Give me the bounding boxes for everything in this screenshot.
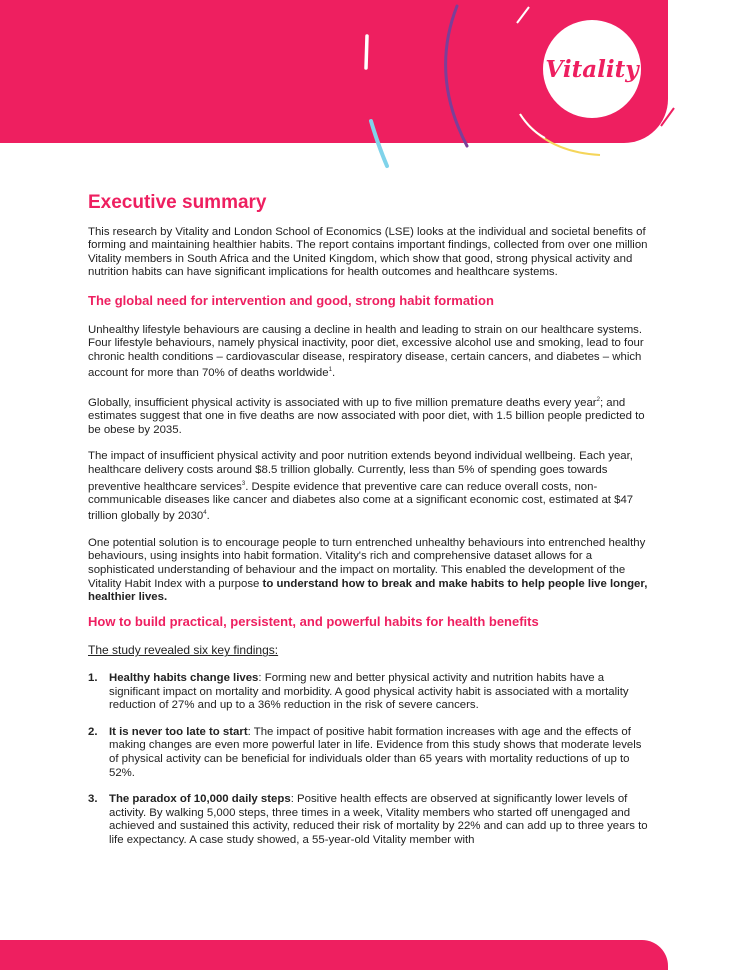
footnote-ref: 1 (328, 367, 332, 374)
logo-text: Vitality (545, 55, 639, 83)
item-text: : Positive health effects are observed at significantly lower levels of activity. By walking 5,000 steps, three times in a week, Vitality members who started off unengaged and achieved and sustained this activity, reduced their risk of mortality by 22% and can add up to three years to life expectancy. A case study showed, a 55-year-old Vitality member with (109, 793, 648, 846)
list-item (88, 793, 654, 847)
text: Globally, insufficient physical activity is associated with up to five million premature deaths every year (88, 396, 597, 409)
paragraph: Unhealthy lifestyle behaviours are causing a decline in health and leading to strain on our healthcare systems. Four lifestyle behaviours, namely physical inactivity, poor diet, excessive alcohol use and smoking, lead to four chronic health conditions – cardiovascular disease, respiratory disease, certain cancers, and diabetes – which account for more than 70% of deaths worldwide$^1$. (88, 323, 644, 380)
item-text: : The impact of positive habit formation increases with age and the effects of making changes are even more powerful later in life. Evidence from this study shows that moderate levels of physical activity can be beneficial for individuals older than 65 years with mortality reductions of up to 52%. (109, 725, 642, 779)
bold-text: to understand how to break and make habits to help people live longer, healthier lives. (88, 577, 648, 604)
footer-band (0, 940, 668, 970)
item-title: Healthy habits change lives (109, 672, 259, 685)
paragraph (88, 394, 654, 438)
text: The impact of insufficient physical activity and poor nutrition extends beyond individual wellbeing. Each year, healthcare delivery costs around $8.5 trillion globally. Currently, less than 5% of spending goes towards preventive healthcare services (88, 450, 633, 493)
list-item (88, 726, 654, 780)
footnote-ref: 4 (203, 510, 207, 517)
item-number: 3. (88, 793, 98, 806)
section-heading: How to build practical, persistent, and powerful habits for health benefits (88, 613, 539, 629)
findings-list (88, 672, 654, 848)
paragraph (88, 537, 654, 605)
list-item (88, 672, 654, 713)
findings-lead: The study revealed six key findings: (88, 643, 279, 658)
document-body (88, 192, 654, 861)
text: Unhealthy lifestyle behaviours are causing a decline in health and leading to strain on our healthcare systems. Four lifestyle behaviours, namely physical inactivity, poor diet, excessive alcohol use and smoking, lead to four chronic health conditions – cardiovascular disease, respiratory disease, certain cancers, and diabetes – which account for more than 70% of deaths worldwide (88, 323, 644, 380)
section-heading: The global need for intervention and good, strong habit formation (88, 292, 494, 308)
footnote-ref: 2 (596, 396, 600, 403)
text: ; and estimates suggest that one in five deaths are now associated with poor diet, with 1.5 billion people predicted to be obese by 2035. (88, 396, 645, 436)
page-title: Executive summary (88, 192, 267, 213)
footnote-ref: 3 (241, 480, 246, 487)
item-text: : Forming new and better physical activity and nutrition habits have a significant impact on mortality and morbidity. A good physical activity habit is associated with a mortality reduction of 27% and up to a 36% reduction in the risk of severe cancers. (109, 672, 629, 712)
text: One potential solution is to encourage people to turn entrenched unhealthy behaviours into entrenched healthy behaviours, using insights into habit formation. Vitality's rich and comprehensive dataset allows for a sophisticated understanding of behaviour and the impact on mortality. This enabled the development of the Vitality Habit Index with a purpose (88, 536, 646, 590)
item-title: The paradox of 10,000 daily steps (109, 793, 291, 806)
paragraph: The impact of insufficient physical activity and poor nutrition extends beyond individual wellbeing. Each year, healthcare delivery costs around $8.5 trillion globally. Currently, less than 5% of spending goes towards preventive healthcare services$^3$. Despite evidence that preventive care can reduce overall costs, non-communicable diseases like cancer and diabetes also come at a significant economic cost, estimated at $47 trillion globally by 2030$^4$. (88, 450, 634, 523)
text: . Despite evidence that preventive care can reduce overall costs, non-communicable diseases like cancer and diabetes also come at a significant economic cost, estimated at $47 trillion globally by 2030 (88, 480, 634, 523)
item-number: 2. (88, 725, 98, 738)
item-title: It is never too late to start (109, 725, 248, 738)
vitality-logo (543, 20, 641, 118)
item-number: 1. (88, 672, 98, 685)
intro-paragraph: This research by Vitality and London School of Economics (LSE) looks at the individual and societal benefits of forming and maintaining healthier habits. The report contains important findings, collected from over one million Vitality members in South Africa and the United Kingdom, which show that good, strong physical activity and nutrition habits can have significant implications for health outcomes and healthcare systems. (88, 225, 648, 279)
